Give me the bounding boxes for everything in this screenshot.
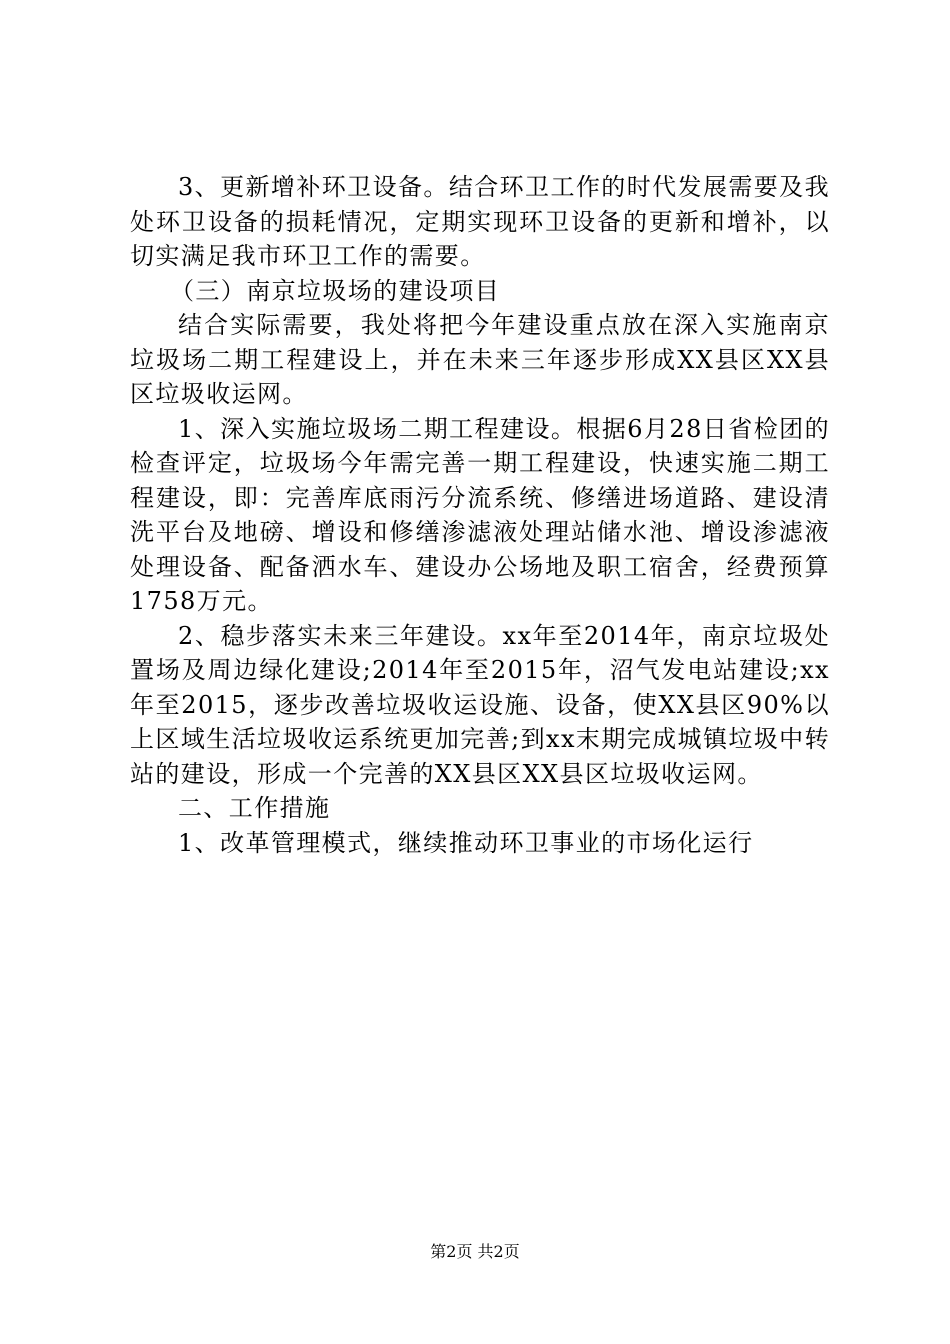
- page-number-footer: 第2页 共2页: [430, 1242, 520, 1261]
- section-heading-landfill-project: （三）南京垃圾场的建设项目: [170, 276, 501, 305]
- paragraph-equipment-update: 3、更新增补环卫设备。结合环卫工作的时代发展需要及我处环卫设备的损耗情况，定期实现环卫设备的更新和增补，以切实满足我市环卫工作的需要。: [130, 173, 830, 270]
- paragraph-management-reform: 1、改革管理模式，继续推动环卫事业的市场化运行: [178, 828, 754, 857]
- paragraph-three-year-plan: 2、稳步落实未来三年建设。xx年至2014年，南京垃圾处置场及周边绿化建设;2014年至2015年，沼气发电站建设;xx年至2015，逐步改善垃圾收运设施、设备，使XX县区90%以上区域生活垃圾收运系统更加完善;到xx末期完成城镇垃圾中转站的建设，形成一个完善的XX县区XX县区垃圾收运网。: [130, 621, 830, 788]
- section-heading-work-measures: 二、工作措施: [178, 794, 331, 822]
- document-body: [130, 170, 830, 860]
- paragraph-phase-two-construction: 1、深入实施垃圾场二期工程建设。根据6月28日省检团的检查评定，垃圾场今年需完善一期工程建设，快速实施二期工程建设，即：完善库底雨污分流系统、修缮进场道路、建设清洗平台及地磅、增设和修缮渗滤液处理站储水池、增设渗滤液处理设备、配备洒水车、建设办公场地及职工宿舍，经费预算1758万元。: [130, 414, 830, 615]
- paragraph-landfill-intro: 结合实际需要，我处将把今年建设重点放在深入实施南京垃圾场二期工程建设上，并在未来三年逐步形成XX县区XX县区垃圾收运网。: [130, 311, 830, 408]
